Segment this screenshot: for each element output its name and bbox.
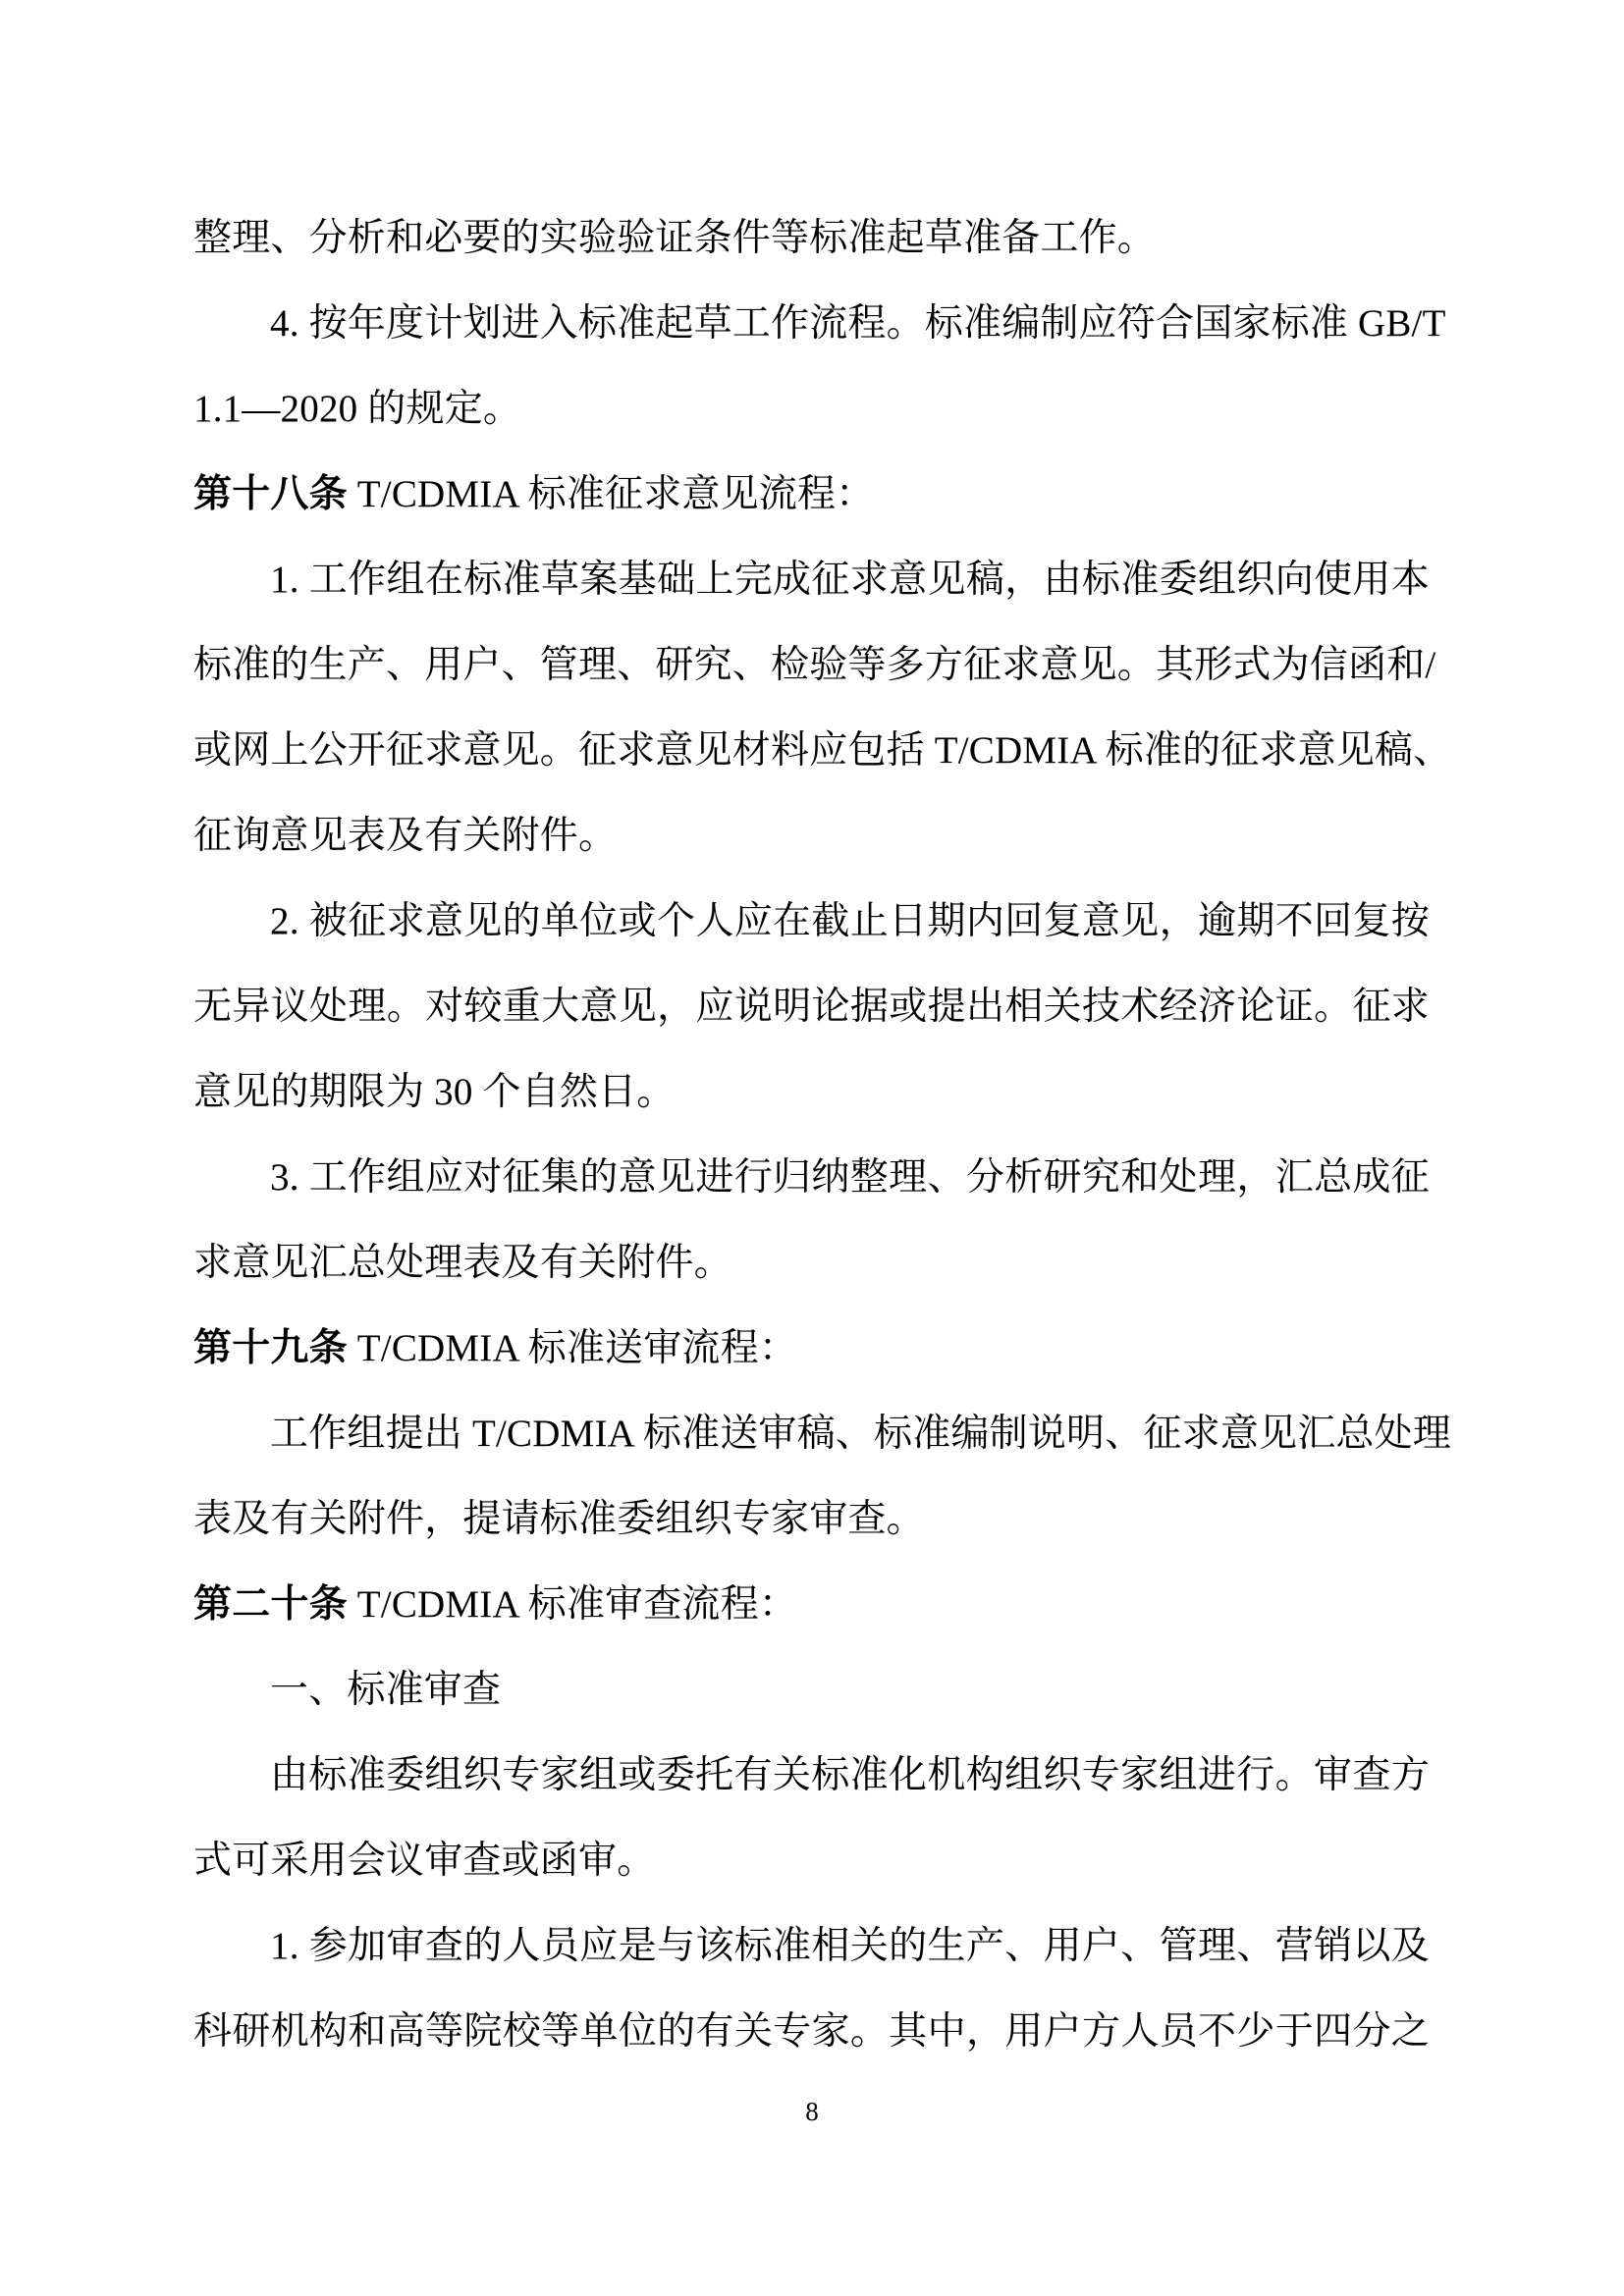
line-text: T/CDMIA 标准送审流程： (347, 1327, 798, 1369)
text-line (193, 1989, 1430, 2074)
article-heading-line (193, 1562, 1430, 1647)
text-line (193, 1818, 1430, 1903)
line-text: T/CDMIA 标准征求意见流程： (347, 473, 875, 515)
text-line (193, 622, 1436, 708)
text-line (193, 879, 1430, 964)
article-number: 第十九条 (193, 1327, 348, 1369)
line-text: 1. 工作组在标准草案基础上完成征求意见稿，由标准委组织向使用本 (270, 559, 1430, 601)
text-line (193, 195, 1430, 281)
text-line (193, 281, 1446, 366)
text-line (193, 1733, 1430, 1818)
article-heading-line (193, 1306, 1430, 1391)
text-line (193, 1135, 1430, 1220)
line-text: T/CDMIA 标准审查流程： (347, 1583, 798, 1626)
line-text: 1.1—2020 的规定。 (193, 388, 522, 430)
line-text: 1. 参加审查的人员应是与该标准相关的生产、用户、管理、营销以及 (270, 1925, 1430, 1967)
line-text: 2. 被征求意见的单位或个人应在截止日期内回复意见，逾期不回复按 (270, 900, 1430, 942)
page-number: 8 (805, 2097, 819, 2126)
text-line (193, 1220, 1430, 1306)
text-line (193, 366, 1430, 452)
document-body (193, 195, 1452, 2074)
article-number: 第十八条 (193, 473, 348, 515)
text-line (193, 1391, 1452, 1476)
line-text: 3. 工作组应对征集的意见进行归纳整理、分析研究和处理，汇总成征 (270, 1156, 1430, 1199)
text-line (193, 1647, 1430, 1733)
line-text: 由标准委组织专家组或委托有关标准化机构组织专家组进行。审查方 (270, 1754, 1430, 1796)
line-text: 式可采用会议审查或函审。 (193, 1840, 656, 1882)
text-line (193, 537, 1430, 622)
line-text: 意见的期限为 30 个自然日。 (193, 1071, 676, 1113)
line-text: 征询意见表及有关附件。 (193, 815, 618, 857)
line-text: 4. 按年度计划进入标准起草工作流程。标准编制应符合国家标准 GB/T (270, 302, 1446, 345)
line-text: 求意见汇总处理表及有关附件。 (193, 1242, 732, 1284)
line-text: 整理、分析和必要的实验验证条件等标准起草准备工作。 (193, 217, 1157, 259)
line-text: 无异议处理。对较重大意见，应说明论据或提出相关技术经济论证。征求 (193, 986, 1430, 1028)
article-number: 第二十条 (193, 1583, 348, 1626)
line-text: 一、标准审查 (270, 1669, 502, 1711)
text-line (193, 793, 1430, 879)
text-line (193, 1476, 1430, 1562)
line-text: 工作组提出 T/CDMIA 标准送审稿、标准编制说明、征求意见汇总处理 (270, 1413, 1452, 1455)
text-line (193, 964, 1430, 1049)
text-line (193, 1903, 1430, 1989)
line-text: 表及有关附件，提请标准委组织专家审查。 (193, 1498, 925, 1540)
text-line (193, 1049, 1430, 1135)
text-line (193, 708, 1452, 793)
line-text: 科研机构和高等院校等单位的有关专家。其中，用户方人员不少于四分之 (193, 2010, 1430, 2053)
article-heading-line (193, 452, 1430, 537)
line-text: 标准的生产、用户、管理、研究、检验等多方征求意见。其形式为信函和/ (193, 644, 1436, 686)
line-text: 或网上公开征求意见。征求意见材料应包括 T/CDMIA 标准的征求意见稿、 (193, 729, 1452, 772)
